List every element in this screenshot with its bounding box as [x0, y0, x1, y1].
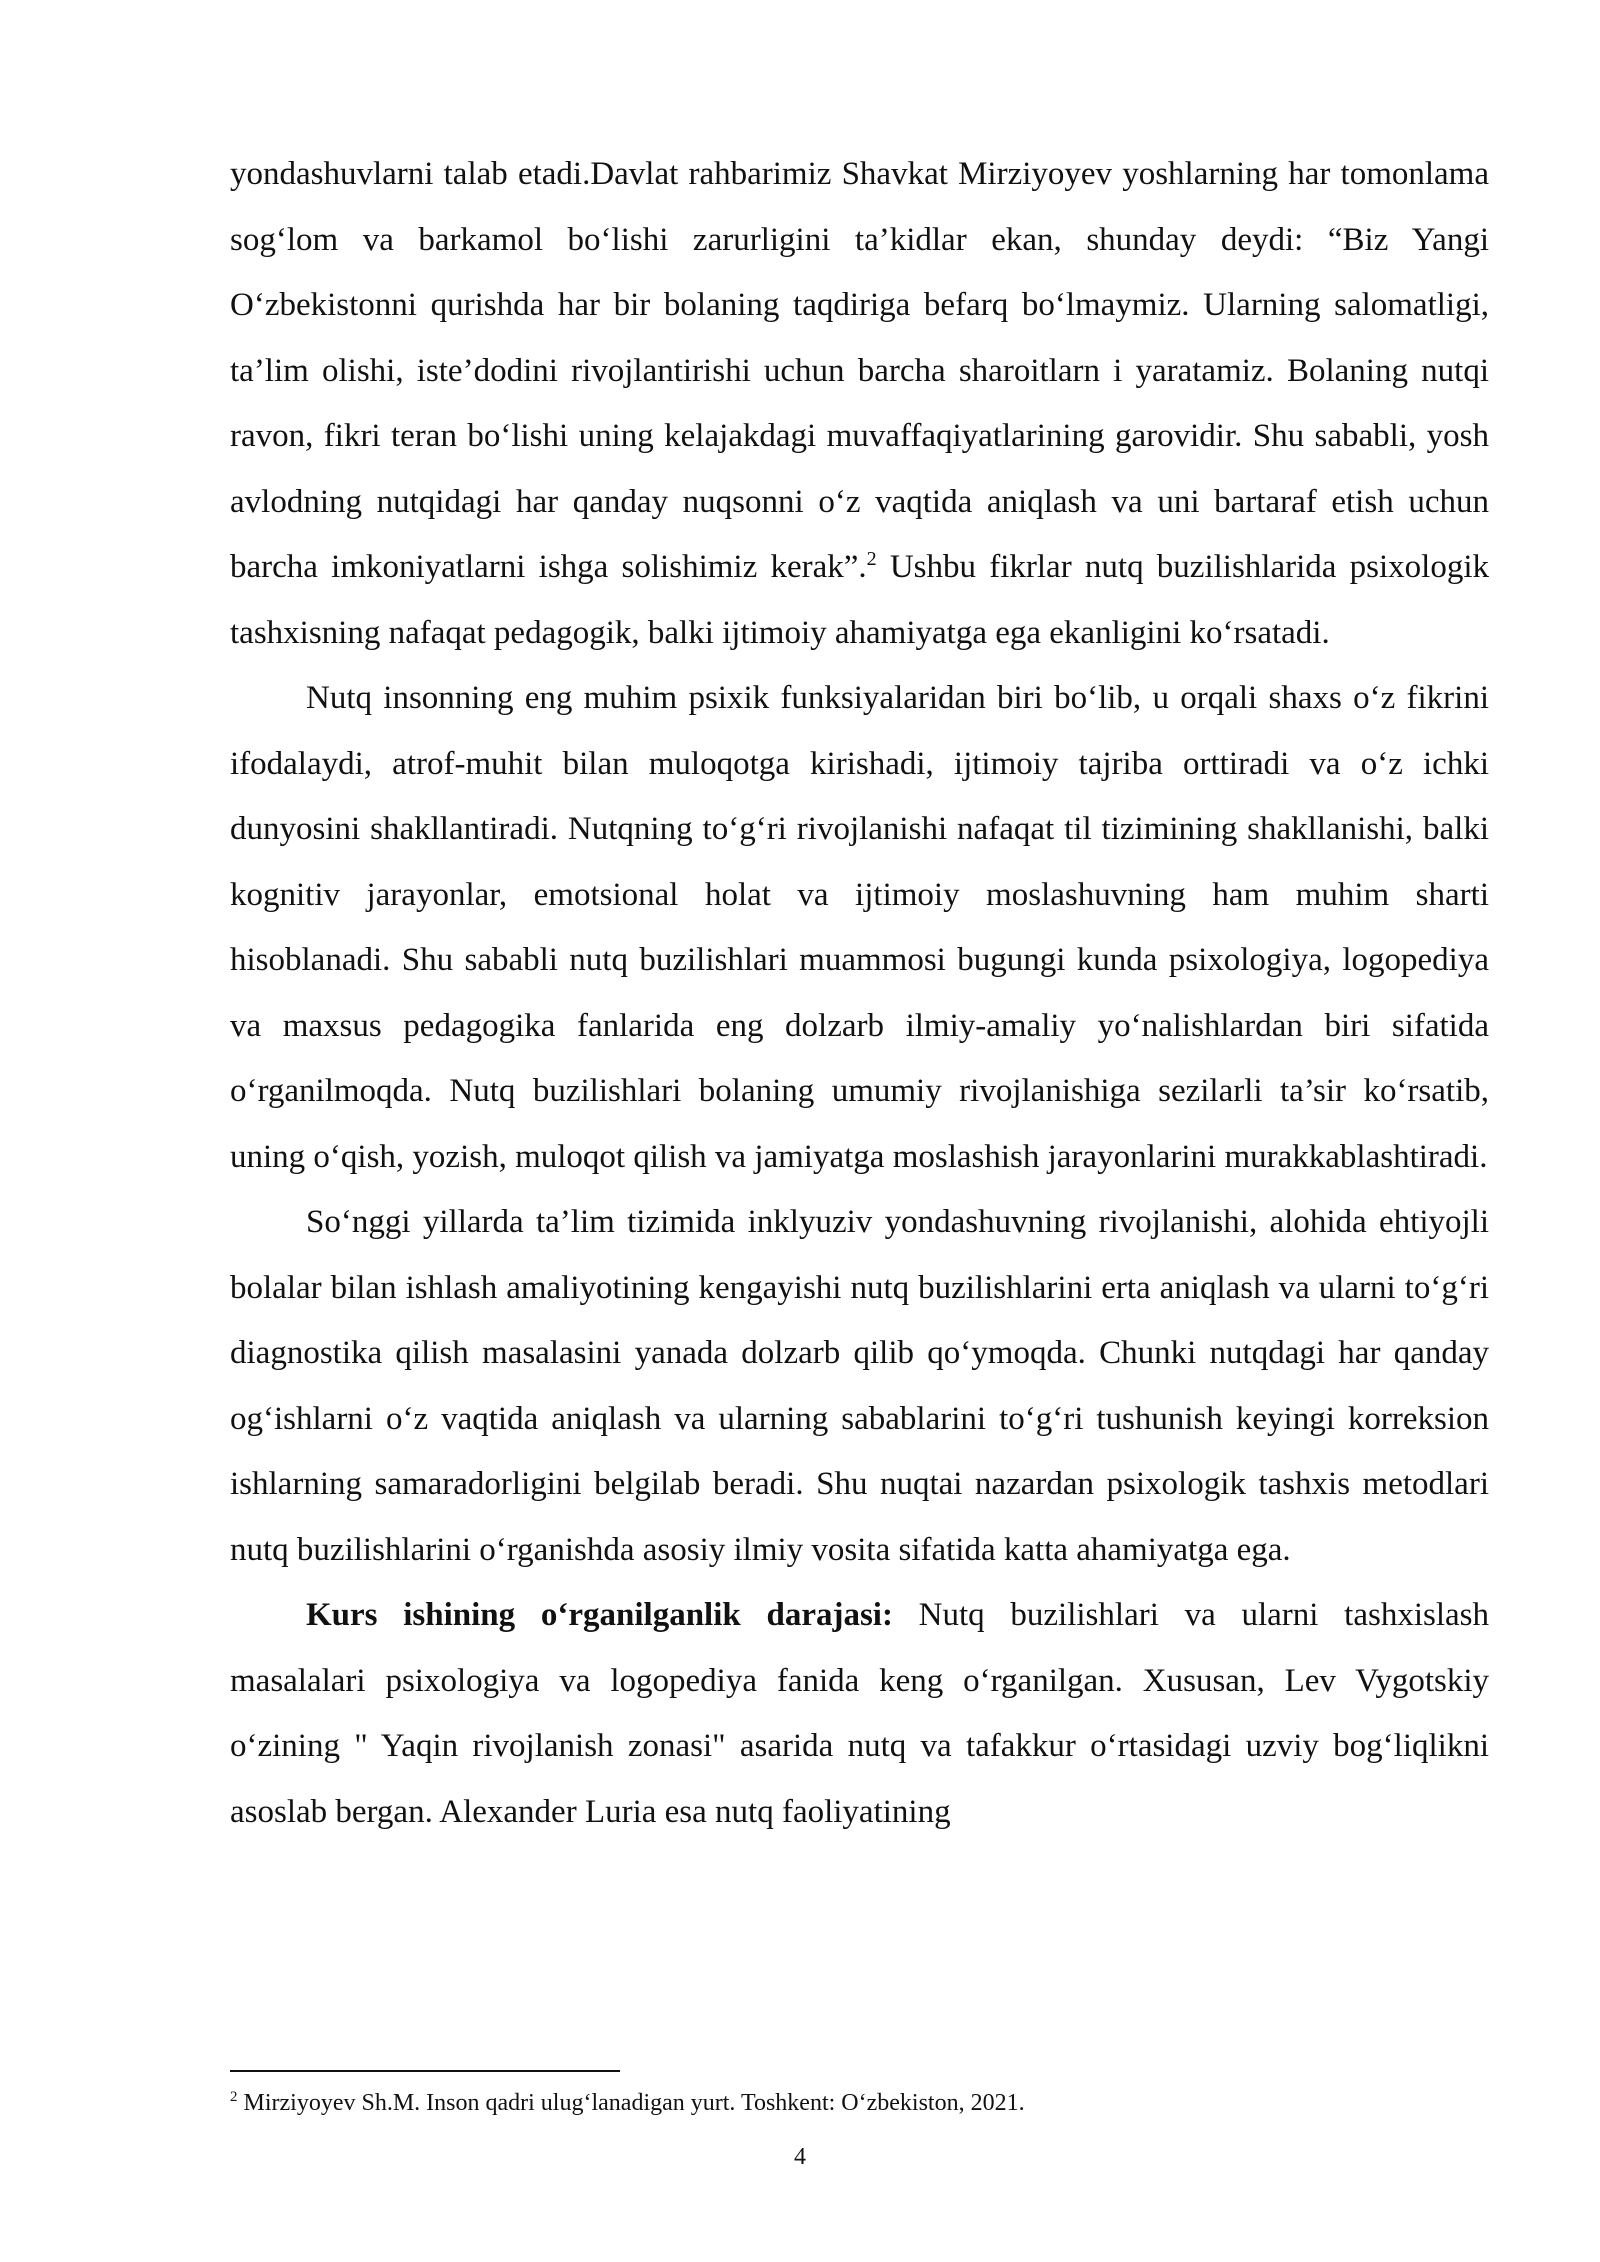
- page-number: 4: [794, 2144, 806, 2170]
- page-body: [230, 142, 1489, 1845]
- footnote-separator: [230, 2070, 620, 2072]
- section-lead-heading: Kurs ishining o‘rganilganlik darajasi:: [306, 1597, 893, 1633]
- paragraph-4: [230, 1583, 1489, 1845]
- paragraph-1: [230, 142, 1489, 666]
- footnote: [230, 2086, 1489, 2120]
- paragraph-1-text: yondashuvlarni talab etadi.Davlat rahbarimiz Shavkat Mirziyoyev yoshlarning har tomonlama sog‘lom va barkamol bo‘lishi zarurligini ta’kidlar ekan, shunday deydi: “Biz Yangi O‘zbekistonni qurishda har bir bolaning taqdiriga befarq bo‘lmaymiz. Ularning salomatligi, ta’lim olishi, iste’dodini rivojlantirishi uchun barcha sharoitlarn i yaratamiz. Bolaning nutqi ravon, fikri teran bo‘lishi uning kelajakdagi muvaffaqiyatlarining garovidir. Shu sababli, yosh avlodning nutqidagi har qanday nuqsonni o‘z vaqtida aniqlash va uni bartaraf etish uchun barcha imkoniyatlarni ishga solishimiz kerak”.: [230, 156, 1489, 585]
- paragraph-2: Nutq insonning eng muhim psixik funksiyalaridan biri bo‘lib, u orqali shaxs o‘z fikrini ifodalaydi, atrof-muhit bilan muloqotga kirishadi, ijtimoiy tajriba orttiradi va o‘z ichki dunyosini shakllantiradi. Nutqning to‘g‘ri rivojlanishi nafaqat til tizimining shakllanishi, balki kognitiv jarayonlar, emotsional holat va ijtimoiy moslashuvning ham muhim sharti hisoblanadi. Shu sababli nutq buzilishlari muammosi bugungi kunda psixologiya, logopediya va maxsus pedagogika fanlarida eng dolzarb ilmiy-amaliy yo‘nalishlardan biri sifatida o‘rganilmoqda. Nutq buzilishlari bolaning umumiy rivojlanishiga sezilarli ta’sir ko‘rsatib, uning o‘qish, yozish, muloqot qilish va jamiyatga moslashish jarayonlarini murakkablashtiradi.: [230, 680, 1489, 1175]
- footnote-reference[interactable]: 2: [866, 548, 877, 570]
- paragraph-4-text: Nutq buzilishlari va ularni tashxislash masalalari psixologiya va logopediya fanida keng o‘rganilgan. Xususan, Lev Vygotskiy o‘zining " Yaqin rivojlanish zonasi" asarida nutq va tafakkur o‘rtasidagi uzviy bog‘liqlikni asoslab bergan. Alexander Luria esa nutq faoliyatining: [230, 1597, 1489, 1830]
- paragraph-3: So‘nggi yillarda ta’lim tizimida inklyuziv yondashuvning rivojlanishi, alohida ehtiyojli bolalar bilan ishlash amaliyotining kengayishi nutq buzilishlarini erta aniqlash va ularni to‘g‘ri diagnostika qilish masalasini yanada dolzarb qilib qo‘ymoqda. Chunki nutqdagi har qanday og‘ishlarni o‘z vaqtida aniqlash va ularning sabablarini to‘g‘ri tushunish keyingi korreksion ishlarning samaradorligini belgilab beradi. Shu nuqtai nazardan psixologik tashxis metodlari nutq buzilishlarini o‘rganishda asosiy ilmiy vosita sifatida katta ahamiyatga ega.: [230, 1204, 1489, 1568]
- footnote-text: Mirziyoyev Sh.M. Inson qadri ulug‘lanadigan yurt. Toshkent: O‘zbekiston, 2021.: [237, 2090, 1025, 2116]
- footnote-mark: 2: [230, 2089, 238, 2105]
- paragraph-1-continuation: Ushbu fikrlar nutq buzilishlarida psixologik tashxisning nafaqat pedagogik, balki ijtimoiy ahamiyatga ega ekanligini ko‘rsatadi.: [230, 549, 1489, 651]
